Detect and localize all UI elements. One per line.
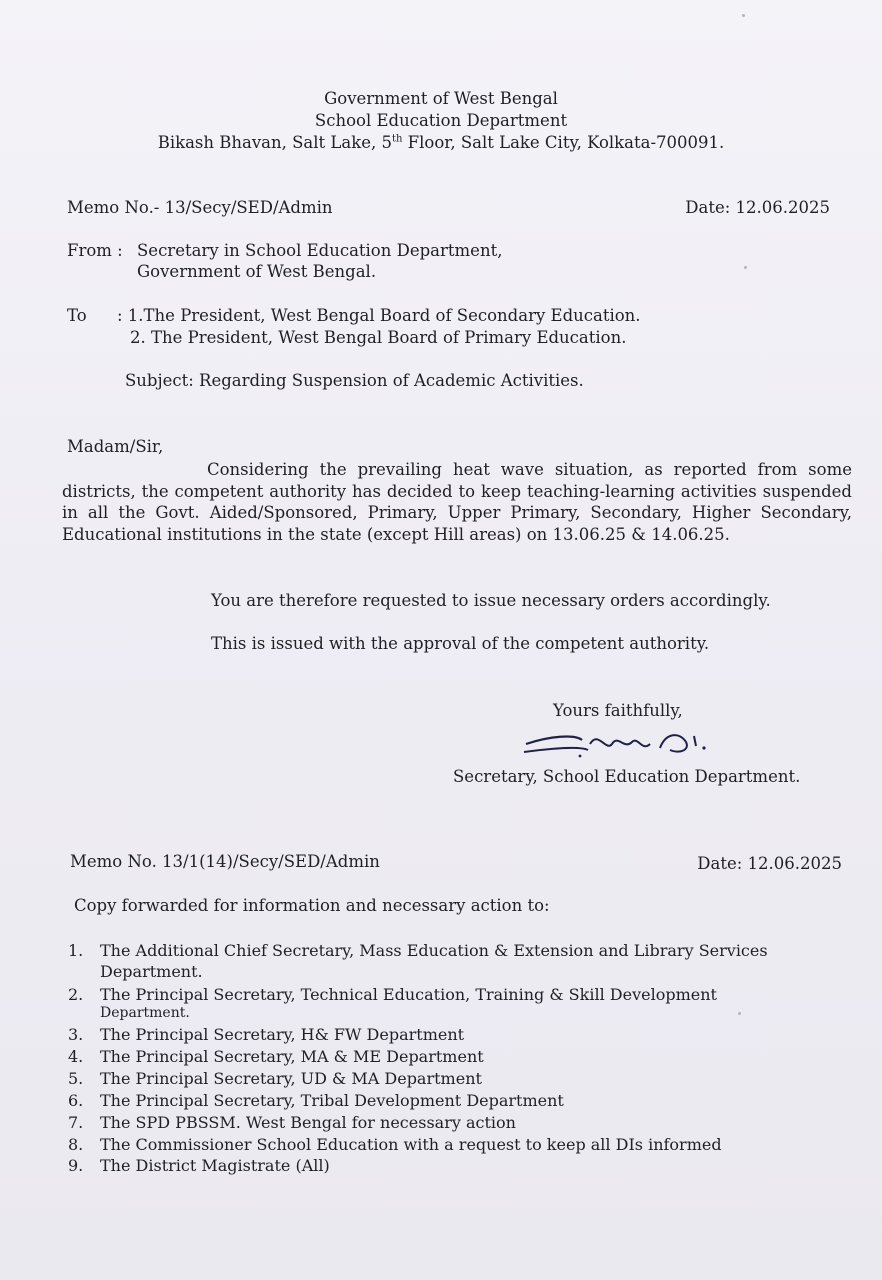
from-label: From : — [67, 241, 123, 260]
recipient-text: The Principal Secretary, Technical Education, Training & Skill Development — [100, 985, 717, 1004]
subject-line: Subject: Regarding Suspension of Academic Activities. — [125, 371, 584, 390]
recipient-item — [68, 1068, 858, 1089]
recipient-text: The District Magistrate (All) — [100, 1156, 330, 1175]
to-recipient-2: 2. The President, West Bengal Board of Primary Education. — [130, 328, 627, 347]
salutation: Madam/Sir, — [67, 437, 164, 456]
signature-image — [520, 722, 720, 764]
recipient-number: 6. — [68, 1091, 84, 1110]
body-paragraph-2: You are therefore requested to issue necessary orders accordingly. — [211, 591, 771, 610]
header-department: School Education Department — [314, 111, 568, 130]
scan-speck — [742, 14, 745, 17]
memo2-number: Memo No. 13/1(14)/Secy/SED/Admin — [70, 852, 380, 871]
memo-number: Memo No.- 13/Secy/SED/Admin — [67, 198, 333, 217]
recipient-number: 8. — [68, 1135, 84, 1154]
recipient-item — [68, 1155, 858, 1176]
recipient-text-continued: Department. — [100, 962, 203, 981]
address-part1: Bikash Bhavan, Salt Lake, 5 — [157, 133, 392, 152]
from-line-1: Secretary in School Education Department, — [137, 241, 503, 260]
recipient-number: 4. — [68, 1047, 84, 1066]
to-label: To — [67, 306, 87, 325]
recipient-item — [68, 940, 858, 982]
recipient-text: The Principal Secretary, UD & MA Department — [100, 1069, 482, 1088]
scan-speck — [744, 266, 747, 269]
header-government: Government of West Bengal — [324, 89, 558, 108]
recipient-text: The Principal Secretary, MA & ME Department — [100, 1047, 484, 1066]
memo2-intro: Copy forwarded for information and necessary action to: — [74, 896, 550, 915]
recipient-number: 3. — [68, 1025, 84, 1044]
memo2-date: Date: 12.06.2025 — [697, 854, 842, 873]
recipient-number: 1. — [68, 941, 84, 960]
closing-yours-faithfully: Yours faithfully, — [553, 701, 683, 720]
recipient-number: 2. — [68, 985, 84, 1004]
address-superscript: th — [391, 133, 403, 145]
recipient-item — [68, 1112, 858, 1133]
recipient-text: The Additional Chief Secretary, Mass Education & Extension and Library Services — [100, 941, 768, 960]
body-paragraph-3: This is issued with the approval of the competent authority. — [211, 634, 710, 653]
recipient-text-continued: Department. — [100, 1005, 190, 1021]
header-address — [0, 132, 882, 153]
to-recipient-1: : 1.The President, West Bengal Board of Secondary Education. — [117, 306, 641, 325]
body-paragraph-1 — [62, 459, 852, 545]
recipient-item — [68, 1024, 858, 1045]
recipient-text: The Commissioner School Education with a request to keep all DIs informed — [100, 1135, 722, 1154]
address-part2: Floor, Salt Lake City, Kolkata-700091. — [402, 133, 725, 152]
recipient-number: 9. — [68, 1156, 84, 1175]
recipient-number: 7. — [68, 1113, 84, 1132]
recipient-text: The SPD PBSSM. West Bengal for necessary action — [100, 1113, 516, 1132]
closing-designation: Secretary, School Education Department. — [453, 767, 801, 786]
recipient-text: The Principal Secretary, H& FW Department — [100, 1025, 465, 1044]
recipient-number: 5. — [68, 1069, 84, 1088]
recipient-text: The Principal Secretary, Tribal Development Department — [100, 1091, 564, 1110]
body-paragraph-1-text: Considering the prevailing heat wave situation, as reported from some districts, the competent authority has decided to keep teaching-learning activities suspended in all the Govt. Aided/Sponsored, Primary, Upper Primary, Secondary, Higher Secondary, Educational institutions in the state (except Hill areas) on 13.06.25 & 14.06.25. — [62, 460, 852, 544]
recipient-item — [68, 1046, 858, 1067]
recipient-item — [68, 984, 858, 1022]
memo-date: Date: 12.06.2025 — [685, 198, 830, 217]
recipient-item — [68, 1090, 858, 1111]
from-line-2: Government of West Bengal. — [137, 262, 377, 281]
recipient-item — [68, 1134, 858, 1155]
